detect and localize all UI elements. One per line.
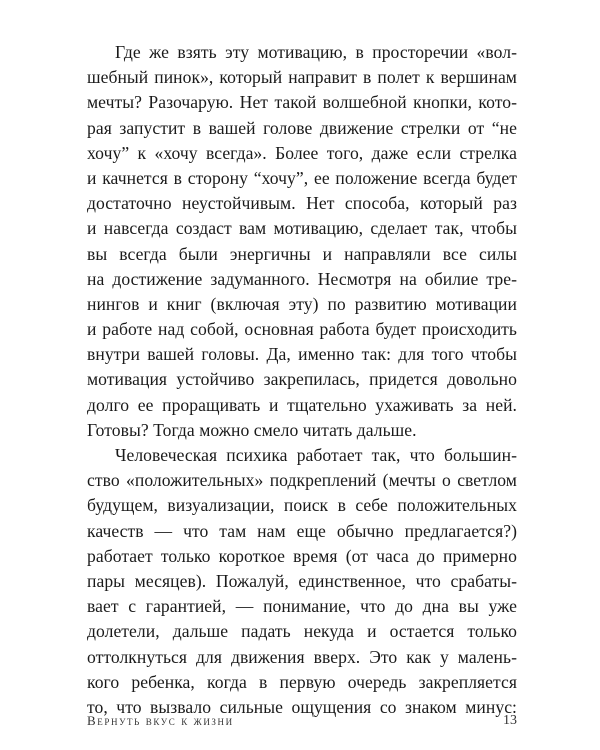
paragraph-1-line: Где же взять эту мотивацию, в просторечии «вол- [115, 42, 517, 62]
paragraph-1-line: долго ее проращивать и тщательно ухаживать за ней. [87, 394, 517, 415]
paragraph-2-line: вает с гарантией, — понимание, что до дна вы уже [87, 596, 517, 617]
paragraph-2-line: качеств — что там нам еще обычно предлагается?) [87, 520, 517, 541]
page-number: 13 [503, 713, 517, 728]
paragraph-1-line: на достижение задуманного. Несмотря на обилие тре- [87, 268, 517, 289]
paragraph-1-line: вы всегда были энергичны и направляли все силы [87, 243, 517, 264]
paragraph-1-line: мечты? Разочарую. Нет такой волшебной кнопки, кото- [87, 92, 517, 113]
paragraph-2-line: работает только короткое время (от часа до примерно [87, 545, 517, 566]
paragraph-1-line: шебный пинок», который направит в полет к вершинам [87, 67, 517, 88]
paragraph-2-line: пары месяцев). Пожалуй, единственное, что срабаты- [87, 570, 517, 591]
paragraph-1-line: хочу” к «хочу всегда». Более того, даже если стрелка [87, 142, 517, 163]
paragraph-2-line: оттолкнуться для движения вверх. Это как у малень- [87, 646, 517, 667]
paragraph-1-line: нингов и книг (включая эту) по развитию мотивации [87, 293, 517, 314]
paragraph-1-line: внутри вашей головы. Да, именно так: для того чтобы [87, 344, 517, 365]
body-text [87, 40, 517, 720]
paragraph-1-line: и навсегда создаст вам мотивацию, сделает так, чтобы [87, 218, 517, 239]
paragraph-1-line: и качнется в сторону “хочу”, ее положение всегда будет [87, 167, 517, 188]
paragraph-2-line: долетели, дальше падать некуда и остается только [87, 621, 517, 642]
paragraph-1-line: рая запустит в вашей голове движение стрелки от “не [87, 117, 517, 138]
paragraph-2-line: Человеческая психика работает так, что большин- [115, 445, 517, 465]
page-footer [87, 710, 517, 732]
paragraph-2-line: то, что вызвало сильные ощущения со знаком минус: [87, 696, 517, 717]
paragraph-2-line: ство «положительных» подкреплений (мечты о светлом [87, 470, 517, 491]
paragraph-2-line: кого ребенка, когда в первую очередь закрепляется [87, 671, 517, 692]
paragraph-1-line: мотивация устойчиво закрепилась, придется довольно [87, 369, 517, 390]
paragraph-2-line: будущем, визуализации, поиск в себе положительных [87, 495, 517, 516]
running-title: Вернуть вкус к жизни [87, 713, 234, 728]
paragraph-1-line: и работе над собой, основная работа будет происходить [87, 319, 517, 340]
paragraph-1-line: Готовы? Тогда можно смело читать дальше. [87, 419, 417, 440]
paragraph-1-line: достаточно неустойчивым. Нет способа, который раз [87, 193, 517, 214]
